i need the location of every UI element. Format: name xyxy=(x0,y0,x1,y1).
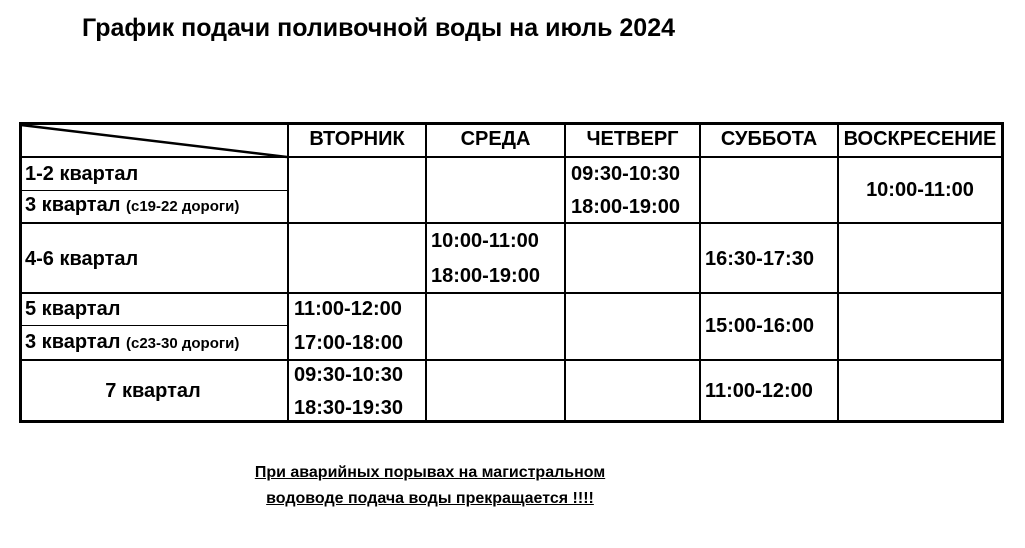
notice-line: водоводе подача воды прекращается !!!! xyxy=(266,490,594,507)
row-label: 5 квартал xyxy=(25,298,121,320)
time-slot: 16:30-17:30 xyxy=(705,248,814,270)
notice-line: При аварийных порывах на магистральном xyxy=(254,464,606,481)
row-label-note: (с23-30 дороги) xyxy=(125,335,240,352)
row-label: 4-6 квартал xyxy=(25,248,139,270)
row-label-separator xyxy=(19,325,287,326)
row-label xyxy=(25,193,239,219)
time-slot: 18:00-19:00 xyxy=(571,196,680,218)
row-label xyxy=(25,330,239,356)
header-tuesday: ВТОРНИК xyxy=(309,128,405,150)
time-slot: 10:00-11:00 xyxy=(431,230,539,252)
header-wednesday: СРЕДА xyxy=(460,128,531,150)
header-thursday: ЧЕТВЕРГ xyxy=(586,128,679,150)
time-slot: 09:30-10:30 xyxy=(571,163,680,185)
page-title: График подачи поливочной воды на июль 2024 xyxy=(82,14,676,42)
time-slot: 11:00-12:00 xyxy=(294,298,402,320)
row-label-main: 3 квартал xyxy=(25,331,121,353)
row-label-main: 3 квартал xyxy=(25,194,121,216)
time-slot: 18:00-19:00 xyxy=(431,265,540,287)
header-saturday: СУББОТА xyxy=(720,128,818,150)
warning-notice xyxy=(190,460,670,512)
time-slot: 18:30-19:30 xyxy=(294,397,403,419)
row-label: 1-2 квартал xyxy=(25,163,139,185)
time-slot: 17:00-18:00 xyxy=(294,332,403,354)
header-sunday: ВОСКРЕСЕНИЕ xyxy=(843,128,997,150)
time-slot: 15:00-16:00 xyxy=(705,315,814,337)
time-slot: 09:30-10:30 xyxy=(294,364,403,386)
time-slot: 10:00-11:00 xyxy=(866,179,974,201)
time-slot: 11:00-12:00 xyxy=(705,380,813,402)
row-label-separator xyxy=(19,190,287,191)
row-label: 7 квартал xyxy=(105,380,201,402)
row-label-note: (с19-22 дороги) xyxy=(125,198,240,215)
